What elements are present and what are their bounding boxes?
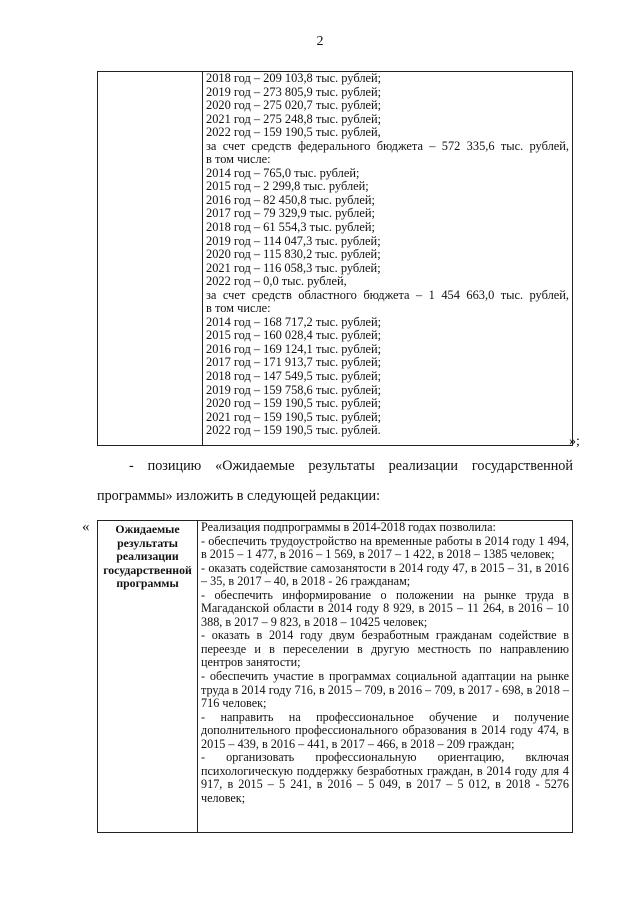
funding-line: 2015 год – 160 028,4 тыс. рублей; bbox=[206, 328, 382, 343]
funding-lines bbox=[203, 72, 572, 438]
funding-line: 2019 год – 114 047,3 тыс. рублей; bbox=[206, 233, 381, 248]
funding-line: 2020 год – 115 830,2 тыс. рублей; bbox=[206, 247, 381, 262]
page-number: 2 bbox=[316, 34, 324, 49]
label-line: реализации bbox=[116, 549, 179, 564]
funding-line: 2021 год – 116 058,3 тыс. рублей; bbox=[206, 260, 381, 275]
funding-line: 2018 год – 209 103,8 тыс. рублей; bbox=[206, 71, 382, 85]
funding-line: 2021 год – 275 248,8 тыс. рублей; bbox=[206, 111, 382, 126]
results-paragraph: Реализация подпрограммы в 2014-2018 годах позволила: bbox=[201, 520, 496, 534]
results-paragraph: - обеспечить трудоустройство на временные работы в 2014 году 1 494, в 2015 – 1 477, в 2016 – 1 569, в 2017 – 1 422, в 2018 – 1385 человек; bbox=[201, 533, 569, 562]
funding-line: в том числе: bbox=[206, 301, 271, 316]
funding-line: за счет средств областного бюджета – 1 454 663,0 тыс. рублей, bbox=[206, 287, 569, 302]
label-line: результаты bbox=[117, 535, 178, 550]
funding-line: 2022 год – 159 190,5 тыс. рублей. bbox=[206, 423, 381, 438]
label-line: программы bbox=[116, 576, 179, 591]
funding-line: 2015 год – 2 299,8 тыс. рублей; bbox=[206, 179, 369, 194]
funding-line: в том числе: bbox=[206, 152, 271, 167]
results-paragraph: - обеспечить участие в программах социальной адаптации на рынке труда в 2014 году 716, в 2015 – 709, в 2016 – 709, в 2017 - 698, в 2018 – 716 человек; bbox=[201, 669, 569, 711]
amendment-paragraph-continuation: программы» изложить в следующей редакции: bbox=[97, 488, 381, 504]
expected-results-table bbox=[97, 520, 573, 833]
funding-line: за счет средств федерального бюджета – 572 335,6 тыс. рублей, bbox=[206, 138, 569, 153]
results-paragraph: - направить на профессиональное обучение и получение дополнительного профессионального образования в 2014 году 474, в 2015 – 439, в 2016 – 441, в 2017 – 466, в 2018 – 209 граждан; bbox=[201, 709, 569, 751]
funding-line: 2014 год – 765,0 тыс. рублей; bbox=[206, 165, 360, 180]
funding-label-cell bbox=[98, 72, 203, 446]
funding-line: 2020 год – 159 190,5 тыс. рублей; bbox=[206, 396, 382, 411]
funding-line: 2018 год – 147 549,5 тыс. рублей; bbox=[206, 369, 382, 384]
label-line: Ожидаемые bbox=[115, 522, 180, 536]
funding-line: 2017 год – 79 329,9 тыс. рублей; bbox=[206, 206, 375, 221]
closing-quote: »; bbox=[569, 434, 580, 449]
results-paragraph: - оказать в 2014 году двум безработным гражданам содействие в переезде и в переселении в другую местность по направлению центров занятости; bbox=[201, 628, 569, 670]
label-line: государственной bbox=[103, 562, 192, 577]
amendment-paragraph: - позицию «Ожидаемые результаты реализации государственной bbox=[129, 458, 573, 474]
funding-line: 2016 год – 169 124,1 тыс. рублей; bbox=[206, 341, 382, 356]
results-paragraph: - обеспечить информирование о положении на рынке труда в Магаданской области в 2014 году 8 929, в 2015 – 11 264, в 2016 – 10 388, в 2017 – 9 823, в 2018 – 10425 человек; bbox=[201, 587, 569, 629]
funding-line: 2019 год – 273 805,9 тыс. рублей; bbox=[206, 84, 382, 99]
expected-results-label bbox=[98, 521, 198, 833]
results-paragraph: - организовать профессиональную ориентацию, включая психологическую поддержку безработных граждан, в 2014 году для 4 917, в 2015 – 5 241, в 2016 – 5 049, в 2017 – 5 012, в 2018 - 5276 человек; bbox=[201, 750, 569, 805]
funding-line: 2016 год – 82 450,8 тыс. рублей; bbox=[206, 192, 375, 207]
funding-content-cell bbox=[203, 72, 573, 446]
funding-table bbox=[97, 71, 573, 446]
opening-quote: « bbox=[82, 519, 90, 535]
expected-results-content bbox=[198, 521, 573, 833]
funding-line: 2018 год – 61 554,3 тыс. рублей; bbox=[206, 220, 375, 235]
funding-line: 2021 год – 159 190,5 тыс. рублей; bbox=[206, 409, 382, 424]
results-paragraph: - оказать содействие самозанятости в 2014 году 47, в 2015 – 31, в 2016 – 35, в 2017 – 40, в 2018 - 26 гражданам; bbox=[201, 560, 569, 589]
funding-line: 2017 год – 171 913,7 тыс. рублей; bbox=[206, 355, 382, 370]
funding-line: 2022 год – 159 190,5 тыс. рублей, bbox=[206, 125, 381, 140]
funding-line: 2019 год – 159 758,6 тыс. рублей; bbox=[206, 382, 382, 397]
funding-line: 2022 год – 0,0 тыс. рублей, bbox=[206, 274, 347, 289]
funding-line: 2014 год – 168 717,2 тыс. рублей; bbox=[206, 314, 382, 329]
funding-line: 2020 год – 275 020,7 тыс. рублей; bbox=[206, 98, 382, 113]
